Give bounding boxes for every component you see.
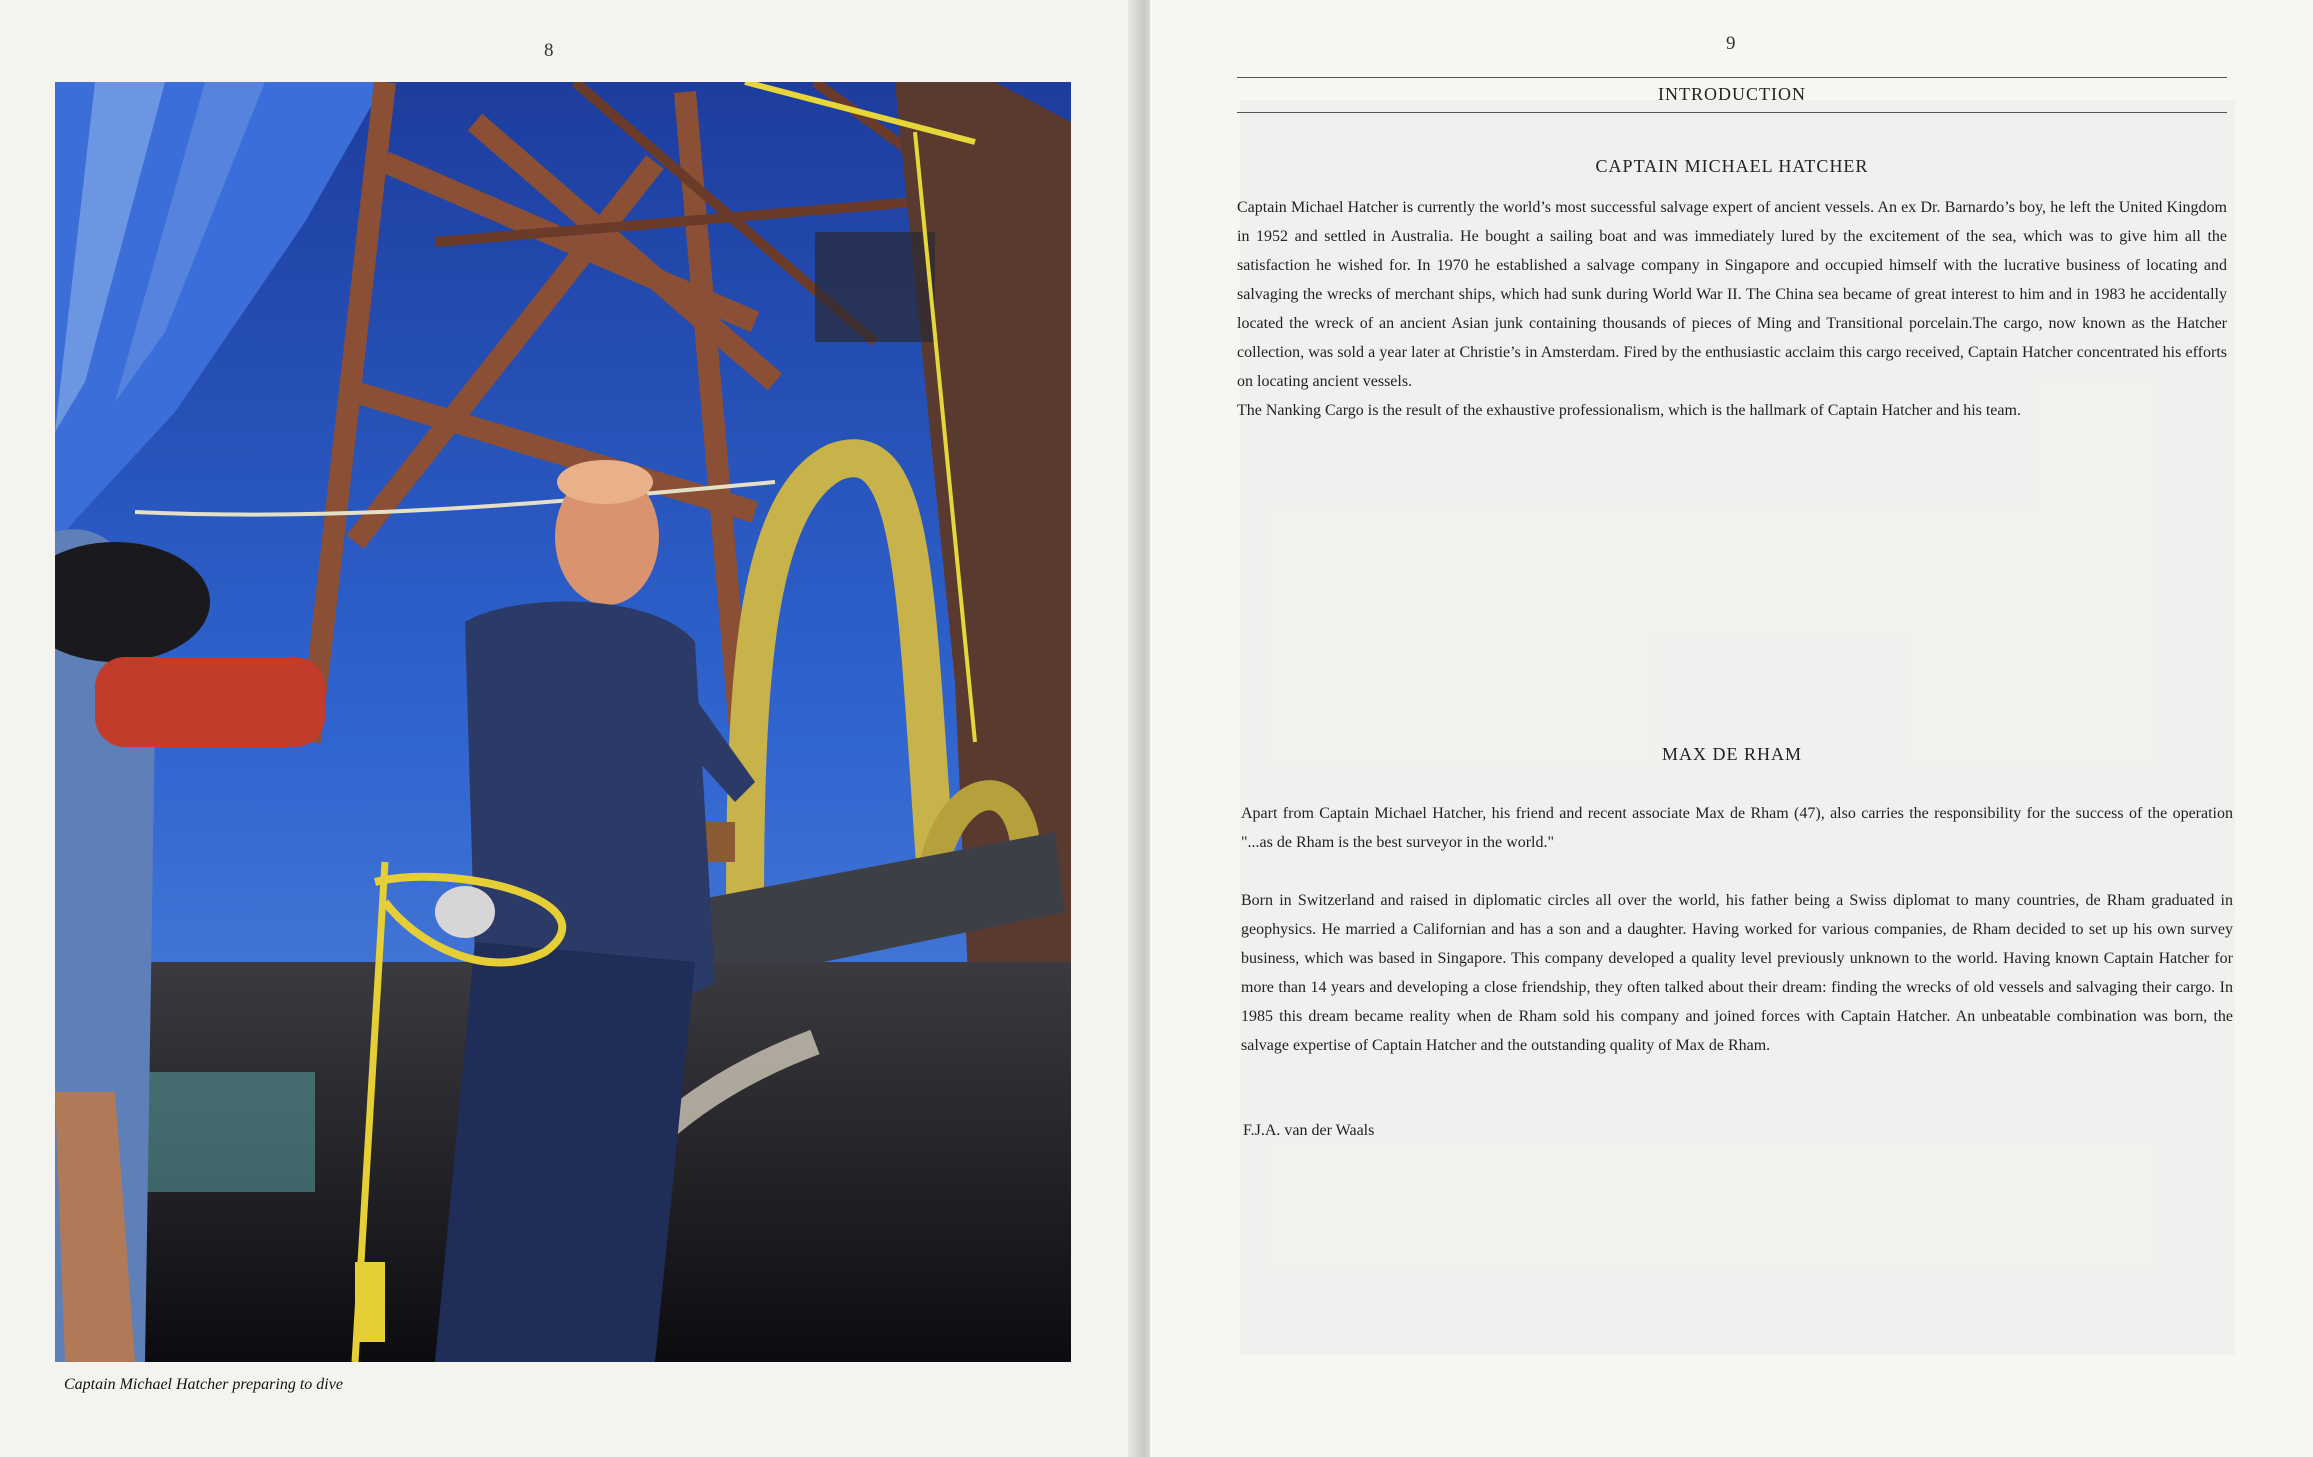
page-number-right: 9: [1726, 33, 1736, 54]
left-page: [0, 0, 1143, 1457]
author-signature: F.J.A. van der Waals: [1243, 1122, 1375, 1139]
photo-caption: Captain Michael Hatcher preparing to dive: [64, 1376, 343, 1393]
diver-photo: [55, 82, 1071, 1362]
paragraph: Born in Switzerland and raised in diplomatic circles all over the world, his father being a Swiss diplomat to many countries, de Rham graduated in geophysics. He married a Californian and has a son and a daughter. Having worked for various companies, de Rham decided to set up his own survey business, which was based in Singapore. This company developed a quality level previously unknown to the world. Having known Captain Hatcher for more than 14 years and developing a close friendship, they often talked about their dream: finding the wrecks of old vessels and salvaging their cargo. In 1985 this dream became reality when de Rham sold his company and joined forces with Captain Hatcher. An unbeatable combination was born, the salvage expertise of Captain Hatcher and the outstanding quality of Max de Rham.: [1241, 892, 2233, 1054]
section-heading-hatcher: CAPTAIN MICHAEL HATCHER: [1595, 156, 1869, 176]
paragraph: Captain Michael Hatcher is currently the world’s most successful salvage expert of ancient vessels. An ex Dr. Barnardo’s boy, he left the United Kingdom in 1952 and settled in Australia. He bought a sailing boat and was immediately lured by the excitement of the sea, which was to give him all the satisfaction he wished for. In 1970 he established a salvage company in Singapore and occupied himself with the lucrative business of locating and salvaging the wrecks of merchant ships, which had sunk during World War II. The China sea became of great interest to him and in 1983 he accidentally located the wreck of an ancient Asian junk containing thousands of pieces of Ming and Transitional porcelain.The cargo, now known as the Hatcher collection, was sold a year later at Christie’s in Amsterdam. Fired by the enthusiastic acclaim this cargo received, Captain Hatcher concentrated his efforts on locating ancient vessels.: [1237, 199, 2227, 390]
page-number-left: 8: [544, 40, 554, 61]
section-heading-de-rham: MAX DE RHAM: [1661, 744, 1802, 764]
header-rule-bottom: [1237, 112, 2227, 113]
section-body-de-rham: [1241, 799, 2233, 1060]
header-rule-top: [1237, 77, 2227, 78]
section-body-hatcher: [1237, 193, 2227, 425]
paragraph: Apart from Captain Michael Hatcher, his friend and recent associate Max de Rham (47), also carries the responsibility for the success of the operation "...as de Rham is the best surveyor in the world.": [1241, 805, 2233, 851]
paragraph: The Nanking Cargo is the result of the exhaustive professionalism, which is the hallmark of Captain Hatcher and his team.: [1237, 402, 2021, 419]
running-header: INTRODUCTION: [1658, 84, 1806, 104]
diver-photo-illustration: [55, 82, 1071, 1362]
